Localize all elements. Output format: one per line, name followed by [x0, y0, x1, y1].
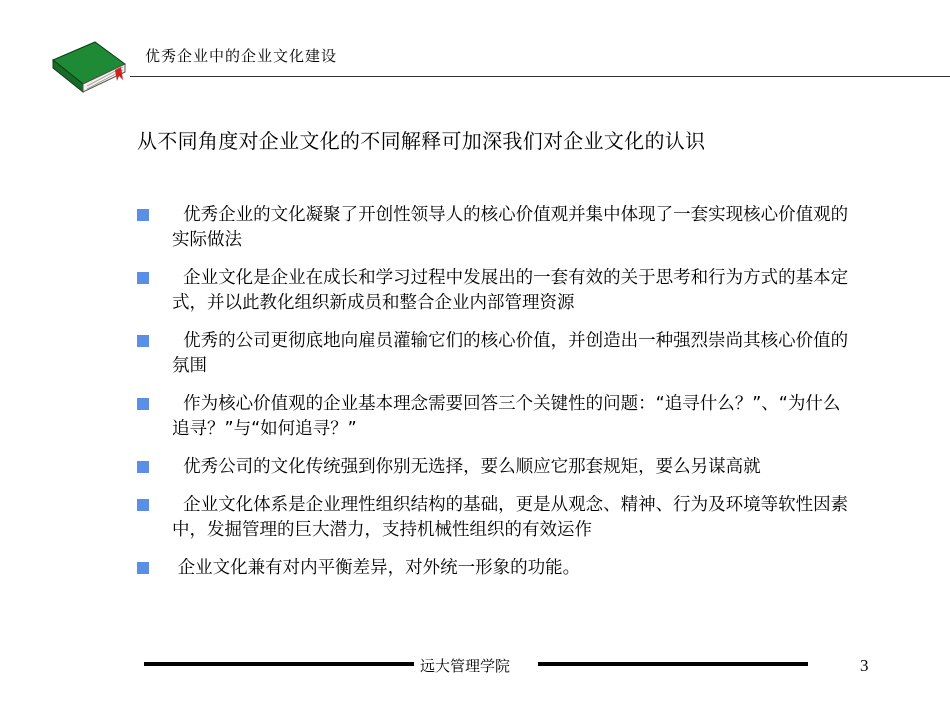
- bullet-square-icon: [137, 272, 149, 284]
- bullet-square-icon: [137, 562, 149, 574]
- footer-rule-left: [144, 662, 414, 666]
- footer-rule-right: [538, 662, 808, 666]
- bullet-text: 企业文化是企业在成长和学习过程中发展出的一套有效的关于思考和行为方式的基本定式，并以此教化组织新成员和整合企业内部管理资源: [172, 268, 849, 313]
- bullet-item: [133, 203, 853, 253]
- bullet-square-icon: [137, 209, 149, 221]
- bullet-square-icon: [137, 461, 149, 473]
- bullet-text: 企业文化体系是企业理性组织结构的基础，更是从观念、精神、行为及环境等软性因素中，发掘管理的巨大潜力，支持机械性组织的有效运作: [172, 495, 849, 540]
- bullet-text: 优秀的公司更彻底地向雇员灌输它们的核心价值，并创造出一种强烈崇尚其核心价值的氛围: [172, 331, 849, 376]
- bullet-square-icon: [137, 335, 149, 347]
- page-number: 3: [860, 656, 869, 675]
- bullet-item: [133, 392, 853, 442]
- bullet-item: [133, 266, 853, 316]
- header-divider: [130, 76, 950, 77]
- bullet-text: 作为核心价值观的企业基本理念需要回答三个关键性的问题：“追寻什么？”、“为什么追寻？”与“如何追寻？”: [172, 394, 841, 439]
- bullet-text: 优秀公司的文化传统强到你别无选择，要么顺应它那套规矩，要么另谋高就: [172, 457, 761, 477]
- bullet-square-icon: [137, 499, 149, 511]
- header-title: 优秀企业中的企业文化建设: [145, 47, 338, 65]
- footer-org: 远大管理学院: [420, 657, 511, 675]
- bullet-text: 企业文化兼有对内平衡差异，对外统一形象的功能。: [172, 558, 581, 578]
- bullet-item: [133, 556, 853, 581]
- bullet-square-icon: [137, 398, 149, 410]
- bullet-item: [133, 493, 853, 543]
- slide-title: 从不同角度对企业文化的不同解释可加深我们对企业文化的认识: [137, 129, 706, 153]
- book-icon: [45, 40, 130, 95]
- bullet-item: [133, 455, 853, 480]
- bullet-item: [133, 329, 853, 379]
- bullet-list: [133, 203, 853, 594]
- bullet-text: 优秀企业的文化凝聚了开创性领导人的核心价值观并集中体现了一套实现核心价值观的实际做法: [172, 205, 849, 250]
